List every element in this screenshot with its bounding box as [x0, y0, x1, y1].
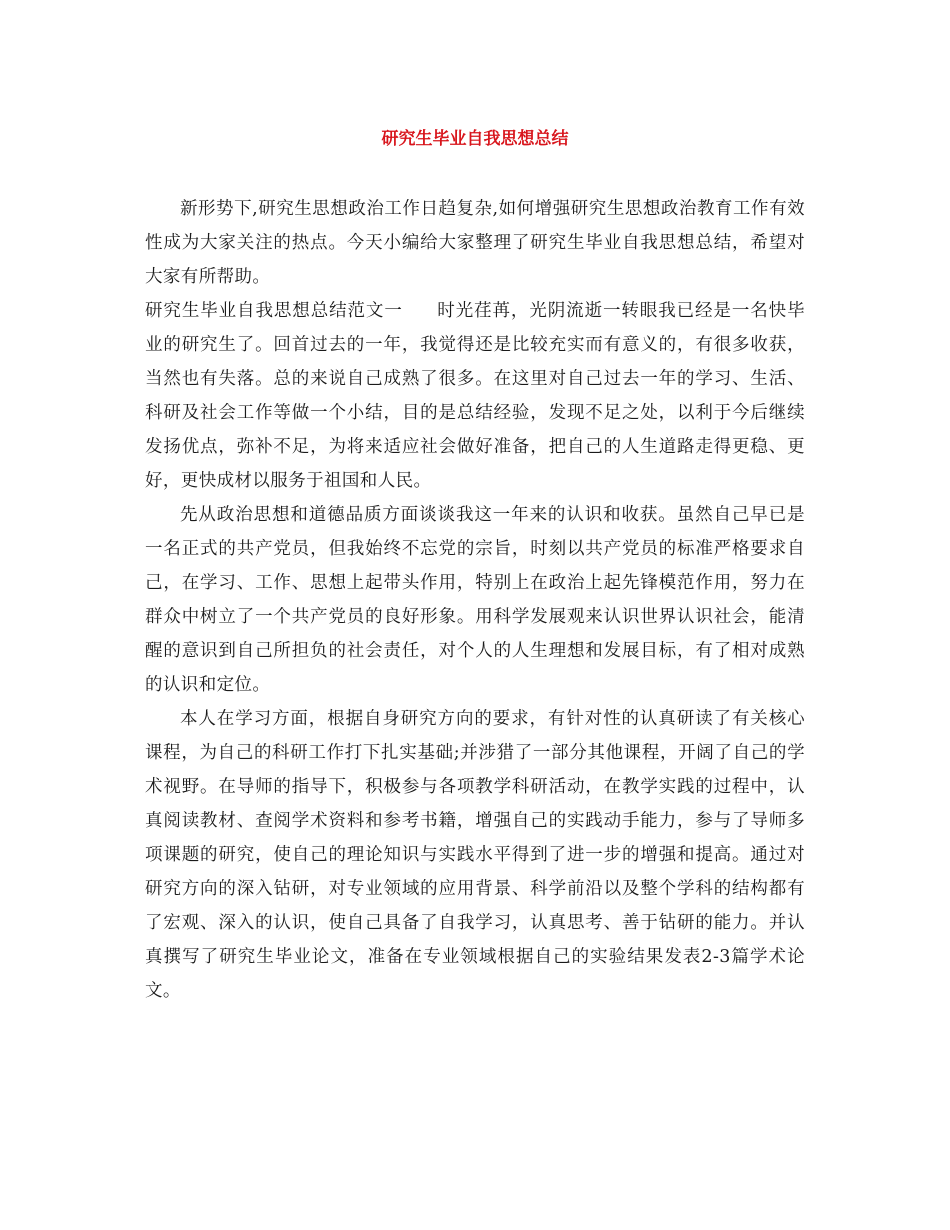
- document-body: [145, 192, 805, 1008]
- sample-heading: 研究生毕业自我思想总结范文一: [145, 301, 403, 321]
- politics-paragraph: 先从政治思想和道德品质方面谈谈我这一年来的认识和收获。虽然自己早已是一名正式的共产党员，但我始终不忘党的宗旨，时刻以共产党员的标准严格要求自己，在学习、工作、思想上起带头作用，特别上在政治上起先锋模范作用，努力在群众中树立了一个共产党员的良好形象。用科学发展观来认识世界认识社会，能清醒的意识到自己所担负的社会责任，对个人的人生理想和发展目标，有了相对成熟的认识和定位。: [145, 505, 805, 695]
- sample-paragraph: [145, 294, 805, 498]
- document-title: 研究生毕业自我思想总结: [381, 129, 569, 149]
- intro-paragraph: 新形势下,研究生思想政治工作日趋复杂,如何增强研究生思想政治教育工作有效性成为大家关注的热点。今天小编给大家整理了研究生毕业自我思想总结，希望对大家有所帮助。: [145, 199, 805, 287]
- sample-first-text: 时光荏苒，光阴流逝一转眼我已经是一名快毕业的研究生了。回首过去的一年，我觉得还是比较充实而有意义的，有很多收获，当然也有失落。总的来说自己成熟了很多。在这里对自己过去一年的学习、生活、科研及社会工作等做一个小结，目的是总结经验，发现不足之处，以利于今后继续发扬优点，弥补不足，为将来适应社会做好准备，把自己的人生道路走得更稳、更好，更快成材以服务于祖国和人民。: [145, 301, 805, 491]
- study-paragraph: 本人在学习方面，根据自身研究方向的要求，有针对性的认真研读了有关核心课程，为自己的科研工作打下扎实基础;并涉猎了一部分其他课程，开阔了自己的学术视野。在导师的指导下，积极参与各项教学科研活动，在教学实践的过程中，认真阅读教材、查阅学术资料和参考书籍，增强自己的实践动手能力，参与了导师多项课题的研究，使自己的理论知识与实践水平得到了进一步的增强和提高。通过对研究方向的深入钻研，对专业领域的应用背景、科学前沿以及整个学科的结构都有了宏观、深入的认识，使自己具备了自我学习，认真思考、善于钻研的能力。并认真撰写了研究生毕业论文，准备在专业领域根据自己的实验结果发表2-3篇学术论文。: [145, 709, 805, 1001]
